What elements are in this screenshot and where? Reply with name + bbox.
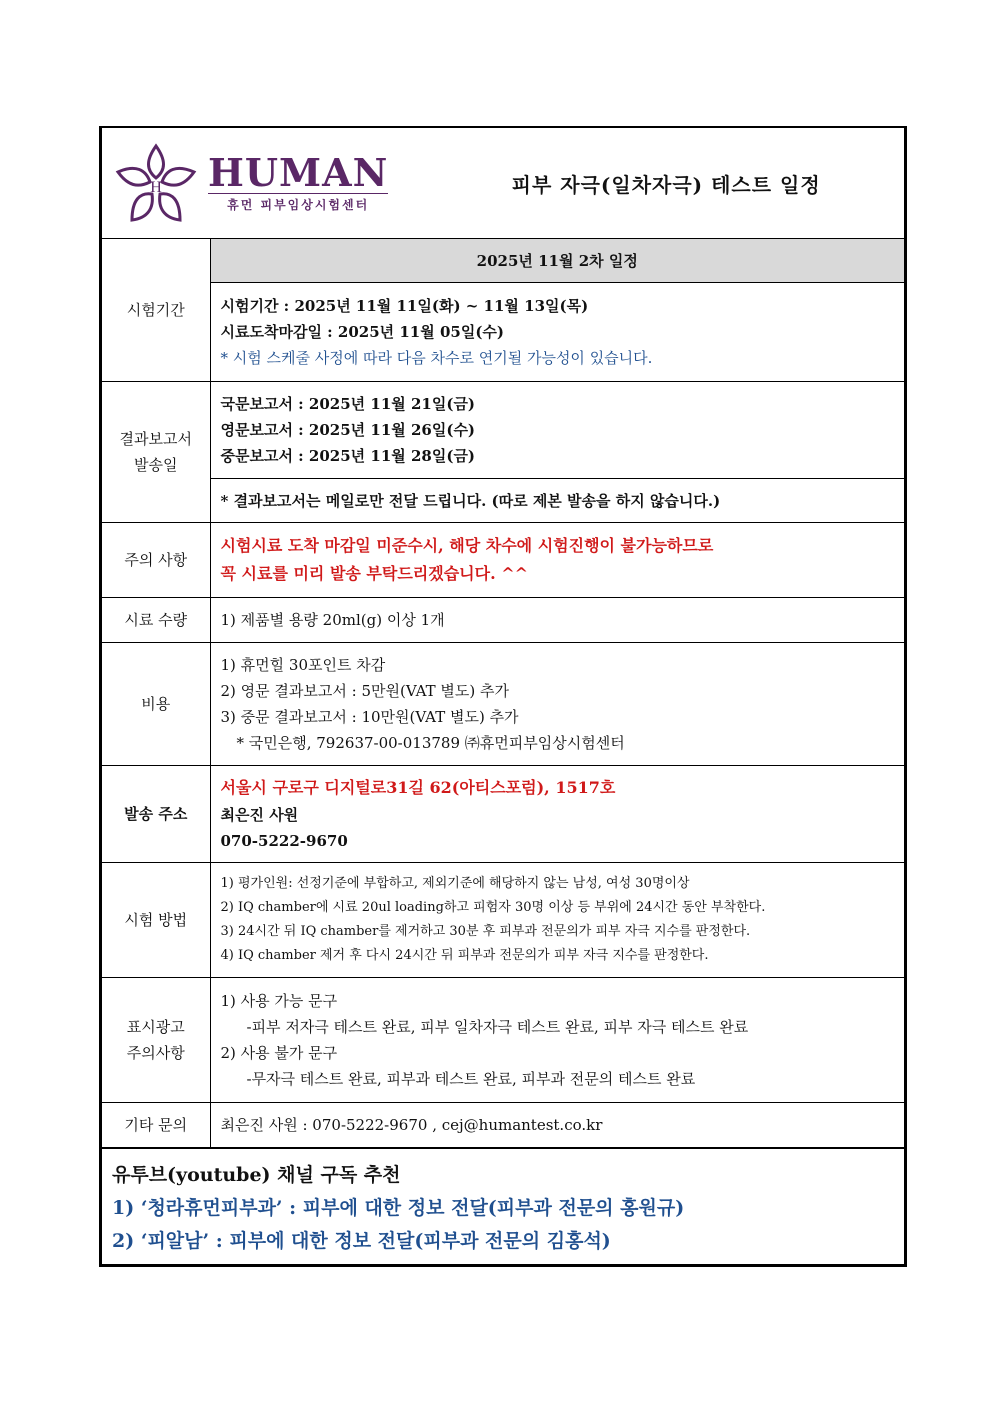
sample-label: 시료 수량 [102, 598, 211, 643]
recipient-phone: 070-5222-9670 [220, 832, 348, 850]
contact-row [102, 1103, 905, 1149]
caution-label: 주의 사항 [102, 523, 211, 598]
recipient-name: 최은진 사원 [220, 806, 299, 824]
method-line4: 4) IQ chamber 제거 후 다시 24시간 뒤 피부과 전문의가 피부 자극 지수를 판정한다. [220, 948, 709, 963]
sample-row [102, 598, 905, 643]
report-label-line2: 발송일 [134, 456, 178, 474]
caution-line2: 꼭 시료를 미리 발송 부탁드리겠습니다. ^^ [220, 564, 529, 583]
cost-line2: 2) 영문 결과보고서 : 5만원(VAT 별도) 추가 [220, 682, 510, 700]
schedule-content [210, 283, 905, 382]
method-row [102, 863, 905, 978]
ad-line4: -무자극 테스트 완료, 피부과 테스트 완료, 피부과 전문의 테스트 완료 [246, 1070, 696, 1088]
method-line2: 2) IQ chamber에 시료 20ul loading하고 피험자 30명 이상 등 부위에 24시간 동안 부착한다. [220, 900, 766, 915]
ad-label [102, 978, 211, 1103]
ad-row [102, 978, 905, 1103]
english-report-date: 영문보고서 : 2025년 11월 26일(수) [220, 421, 476, 439]
address-label: 발송 주소 [102, 766, 211, 863]
caution-line1: 시험시료 도착 마감일 미준수시, 해당 차수에 시험진행이 불가능하므로 [220, 536, 714, 555]
schedule-note: * 시험 스케줄 사정에 따라 다음 차수로 연기될 가능성이 있습니다. [220, 349, 653, 367]
report-label [102, 382, 211, 523]
chinese-report-date: 중문보고서 : 2025년 11월 28일(금) [220, 447, 476, 465]
ad-content [210, 978, 905, 1103]
method-line3: 3) 24시간 뒤 IQ chamber를 제거하고 30분 후 피부과 전문의가 피부 자극 지수를 판정한다. [220, 924, 751, 939]
cost-line1: 1) 휴먼힐 30포인트 차감 [220, 656, 386, 674]
report-row [102, 382, 905, 479]
schedule-heading-row [102, 239, 905, 283]
cost-label: 비용 [102, 643, 211, 766]
report-note-row [102, 479, 905, 523]
schedule-row [102, 283, 905, 382]
report-label-line1: 결과보고서 [119, 430, 192, 448]
caution-content [210, 523, 905, 598]
korean-report-date: 국문보고서 : 2025년 11월 21일(금) [220, 395, 476, 413]
logo-wordmark [208, 150, 389, 213]
report-dates [210, 382, 905, 479]
address-line: 서울시 구로구 디지털로31길 62(아티스포럼), 1517호 [220, 778, 616, 797]
youtube-channel-2: 2) ‘피알남’ : 피부에 대한 정보 전달(피부과 전문의 김홍석) [112, 1230, 611, 1252]
cost-line3: 3) 중문 결과보고서 : 10만원(VAT 별도) 추가 [220, 708, 519, 726]
svg-text:H: H [150, 179, 162, 196]
contact-label: 기타 문의 [102, 1103, 211, 1149]
schedule-document [99, 126, 907, 1267]
logo-cell [102, 128, 211, 239]
ad-label-line1: 표시광고 [126, 1018, 185, 1036]
title-cell [210, 128, 905, 239]
contact-content: 최은진 사원 : 070-5222-9670 , cej@humantest.co.kr [210, 1103, 905, 1149]
cost-content [210, 643, 905, 766]
method-line1: 1) 평가인원: 선정기준에 부합하고, 제외기준에 해당하지 않는 남성, 여성 30명이상 [220, 876, 690, 891]
youtube-title: 유투브(youtube) 채널 구독 추천 [112, 1164, 401, 1186]
report-note: * 결과보고서는 메일로만 전달 드립니다. (따로 제본 발송을 하지 않습니다.) [210, 479, 905, 523]
logo-sub-text: 휴먼 피부임상시험센터 [208, 193, 388, 213]
page-title: 피부 자극(일차자극) 테스트 일정 [511, 172, 821, 197]
ad-line1: 1) 사용 가능 문구 [220, 992, 338, 1010]
method-content [210, 863, 905, 978]
logo-main-text: HUMAN [208, 150, 389, 195]
address-row [102, 766, 905, 863]
flower-logo-icon [114, 142, 198, 224]
header-row [102, 128, 905, 239]
address-content [210, 766, 905, 863]
ad-label-line2: 주의사항 [126, 1044, 185, 1062]
schedule-table [101, 128, 905, 1265]
schedule-label: 시험기간 [102, 239, 211, 382]
caution-row [102, 523, 905, 598]
test-period: 시험기간 : 2025년 11월 11일(화) ~ 11월 13일(목) [220, 297, 589, 315]
youtube-channel-1: 1) ‘청라휴먼피부과’ : 피부에 대한 정보 전달(피부과 전문의 홍원규) [112, 1197, 685, 1219]
cost-row [102, 643, 905, 766]
sample-deadline: 시료도착마감일 : 2025년 11월 05일(수) [220, 323, 505, 341]
ad-line2: -피부 저자극 테스트 완료, 피부 일차자극 테스트 완료, 피부 자극 테스트 완료 [246, 1018, 749, 1036]
sample-content: 1) 제품별 용량 20ml(g) 이상 1개 [210, 598, 905, 643]
bank-account: * 국민은행, 792637-00-013789 ㈜휴먼피부임상시험센터 [236, 734, 625, 752]
youtube-row [102, 1148, 905, 1265]
method-label: 시험 방법 [102, 863, 211, 978]
youtube-section [102, 1148, 905, 1265]
ad-line3: 2) 사용 불가 문구 [220, 1044, 338, 1062]
logo [102, 142, 210, 224]
schedule-heading: 2025년 11월 2차 일정 [210, 239, 905, 283]
